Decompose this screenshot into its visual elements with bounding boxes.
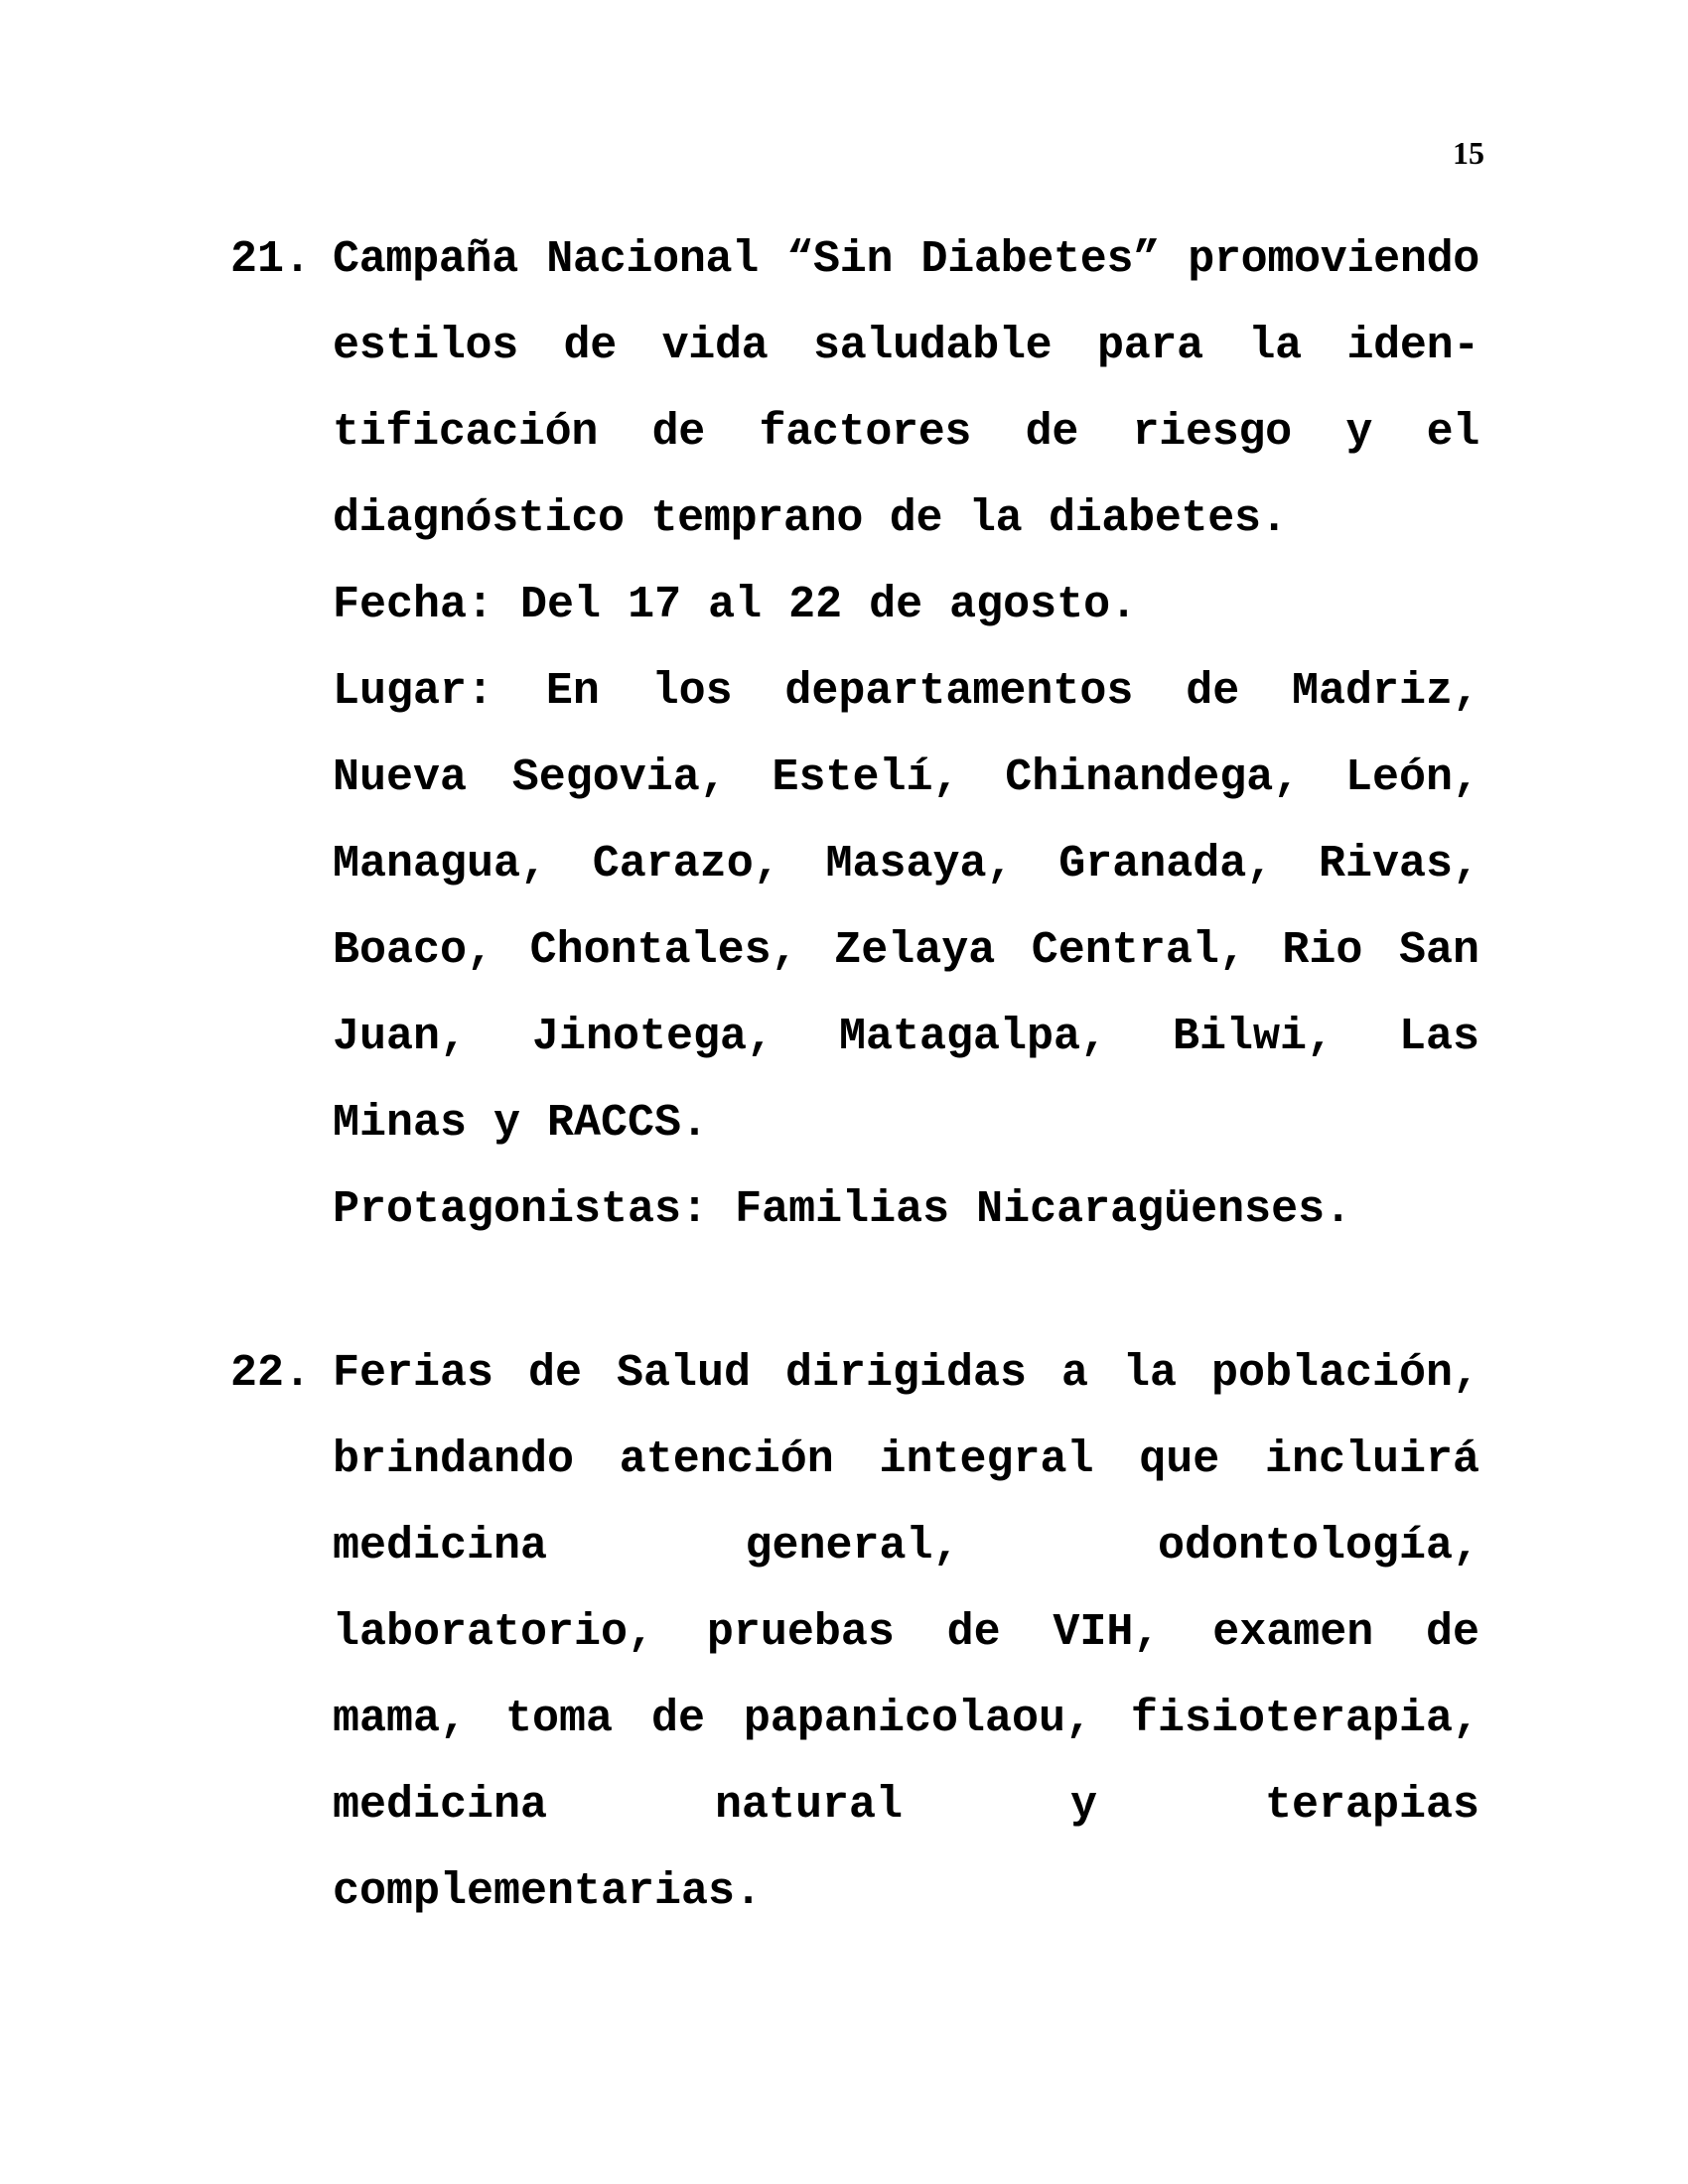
item-body: [333, 1330, 1479, 1935]
fecha-label: Fecha:: [333, 580, 494, 630]
item-number: 21.: [230, 234, 312, 285]
lugar-value: En los departamentos de Madriz, Nueva Segovia, Estelí, Chinandega, León, Managua, Carazo, Masaya, Granada, Rivas, Boaco, Chontales, Zelaya Central, Rio San Juan, Jinotega, Matagalpa, Bilwi, Las Minas y RACCS.: [333, 666, 1479, 1149]
item-description: Campaña Nacional “Sin Diabetes” promoviendo estilos de vida saludable para la iden-tificación de factores de riesgo y el diagnóstico temprano de la diabetes.: [333, 234, 1479, 544]
page-number: 15: [1453, 135, 1484, 171]
protagonistas-label: Protagonistas:: [333, 1184, 709, 1235]
fecha-value: Del 17 al 22 de agosto.: [520, 580, 1138, 630]
lugar-label: Lugar:: [333, 666, 494, 717]
item-number: 22.: [230, 1348, 312, 1399]
lugar-paragraph: [333, 648, 1479, 1166]
protagonistas-value: Familias Nicaragüenses.: [735, 1184, 1352, 1235]
protagonistas-line: [333, 1166, 1479, 1253]
item-description: Ferias de Salud dirigidas a la población, brindando atención integral que incluirá medicina general, odontología, laboratorio, pruebas de VIH, examen de mama, toma de papanicolaou, fisioterapia, medicina natural y terapias complementarias.: [333, 1348, 1479, 1917]
fecha-line: [333, 562, 1479, 648]
item-body: [333, 216, 1479, 1253]
